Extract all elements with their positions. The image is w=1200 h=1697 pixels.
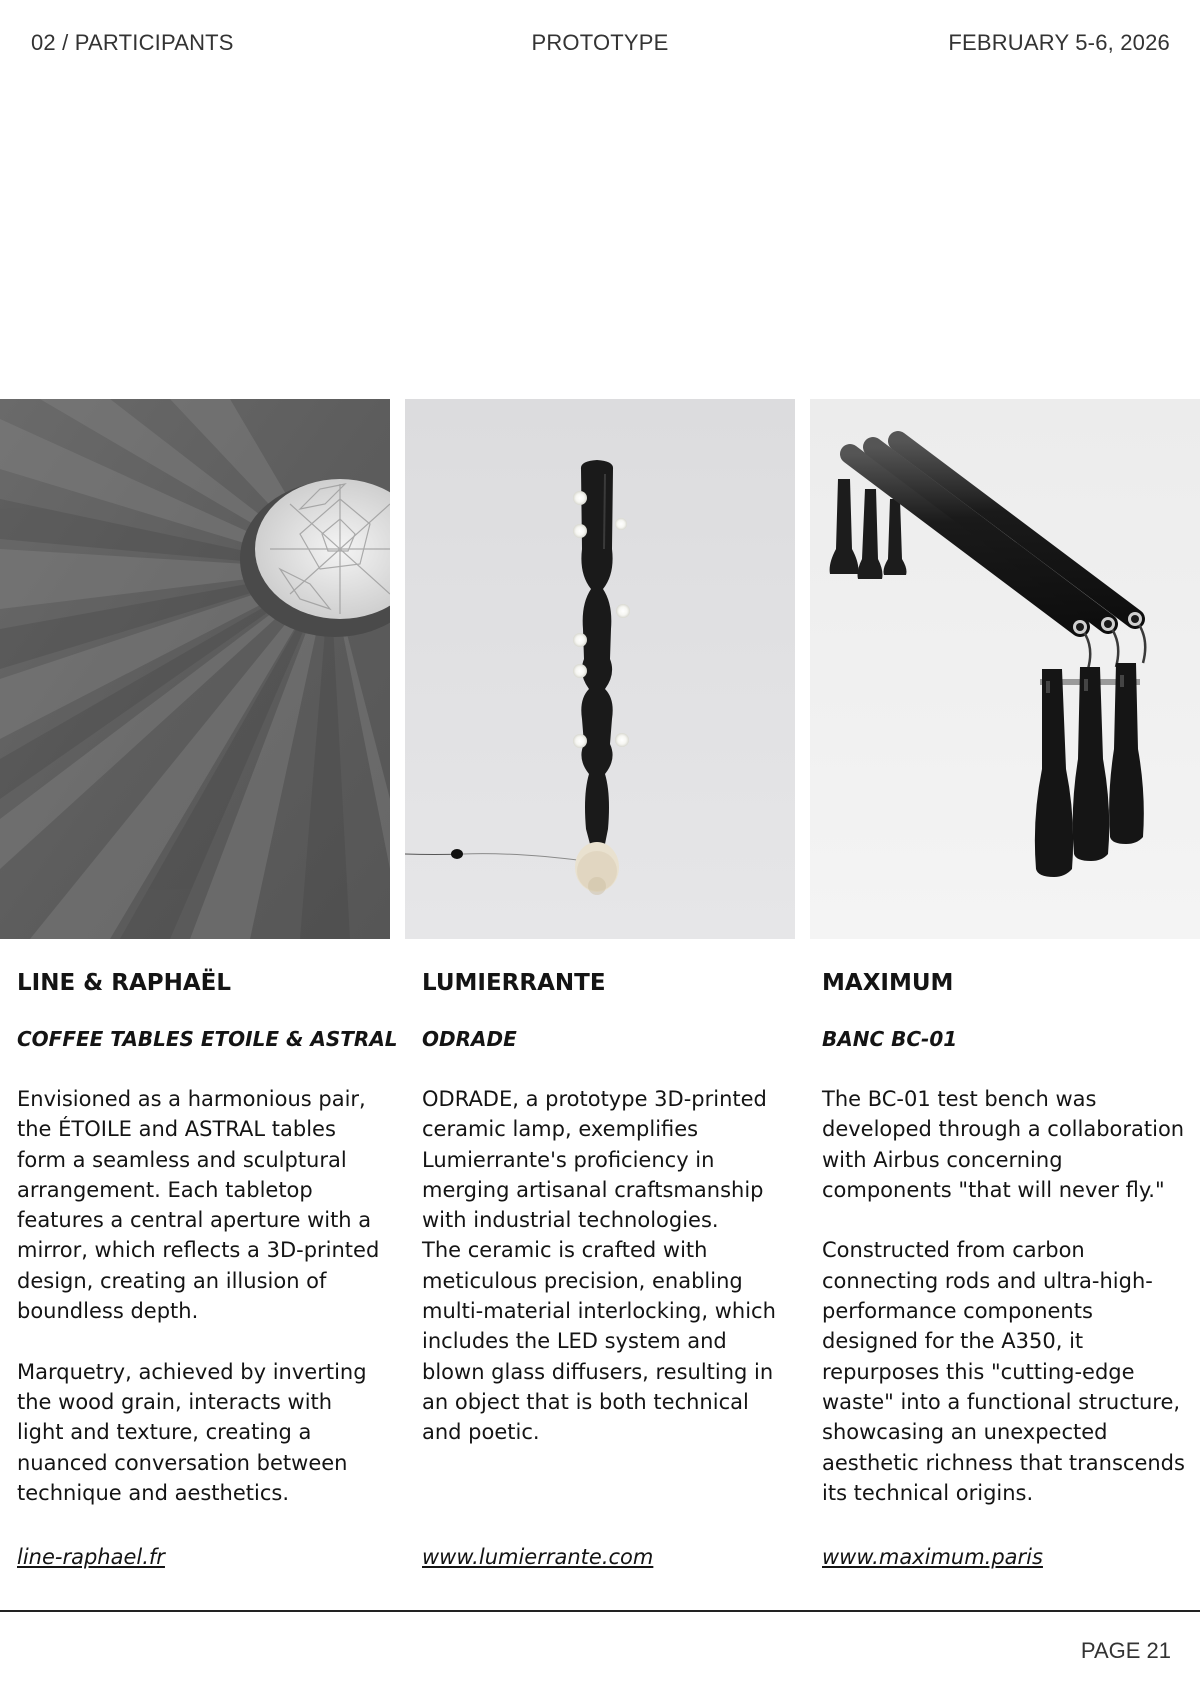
coffee-table-photo [0, 399, 390, 939]
product-name: COFFEE TABLES ETOILE & ASTRAL [17, 1027, 398, 1051]
section-label: 02 / PARTICIPANTS [31, 30, 234, 55]
participant-name: MAXIMUM [822, 970, 954, 996]
odrade-lamp-photo [405, 399, 795, 939]
website-link[interactable]: www.maximum.paris [822, 1545, 1043, 1569]
product-name: BANC BC-01 [822, 1027, 958, 1051]
description-paragraph: ODRADE, a prototype 3D-printed ceramic lamp, exemplifies Lumierrante's proficiency in merging artisanal craftsmanship with industrial technologies. The ceramic is crafted with meticulous precision, enabling multi-material interlocking, which includes the LED system and blown glass diffusers, resulting in an object that is both technical and poetic. [422, 1087, 776, 1445]
event-date: FEBRUARY 5-6, 2026 [948, 30, 1170, 55]
description-paragraph: Envisioned as a harmonious pair, the ÉTOILE and ASTRAL tables form a seamless and sculptural arrangement. Each tabletop features a central aperture with a mirror, which reflects a 3D-printed design, creating an illusion of boundless depth. [17, 1087, 380, 1324]
website-link[interactable]: line-raphael.fr [17, 1545, 165, 1569]
participant-card-lumierrante [422, 964, 797, 1569]
description-paragraph: The BC-01 test bench was developed through a collaboration with Airbus concerning components "that will never fly." [822, 1087, 1185, 1202]
participant-card-maximum [822, 964, 1200, 1569]
page-number: PAGE 21 [1080, 1638, 1171, 1663]
page-header [0, 30, 1200, 62]
participant-card-line-raphael [17, 964, 398, 1569]
banc-bc01-photo [810, 399, 1200, 939]
footer-divider [0, 1610, 1200, 1612]
description-paragraph: Constructed from carbon connecting rods and ultra-high- performance components designed for the A350, it repurposes this "cutting-edge waste" into a functional structure, showcasing an unexpected aesthetic richness that transcends its technical origins. [822, 1238, 1185, 1505]
participant-name: LUMIERRANTE [422, 970, 606, 996]
website-link[interactable]: www.lumierrante.com [422, 1545, 654, 1569]
page-title: PROTOTYPE [531, 30, 669, 55]
description-paragraph: Marquetry, achieved by inverting the wood grain, interacts with light and texture, creating a nuanced conversation between technique and aesthetics. [17, 1359, 367, 1505]
participant-name: LINE & RAPHAËL [17, 970, 232, 996]
product-name: ODRADE [422, 1027, 517, 1051]
